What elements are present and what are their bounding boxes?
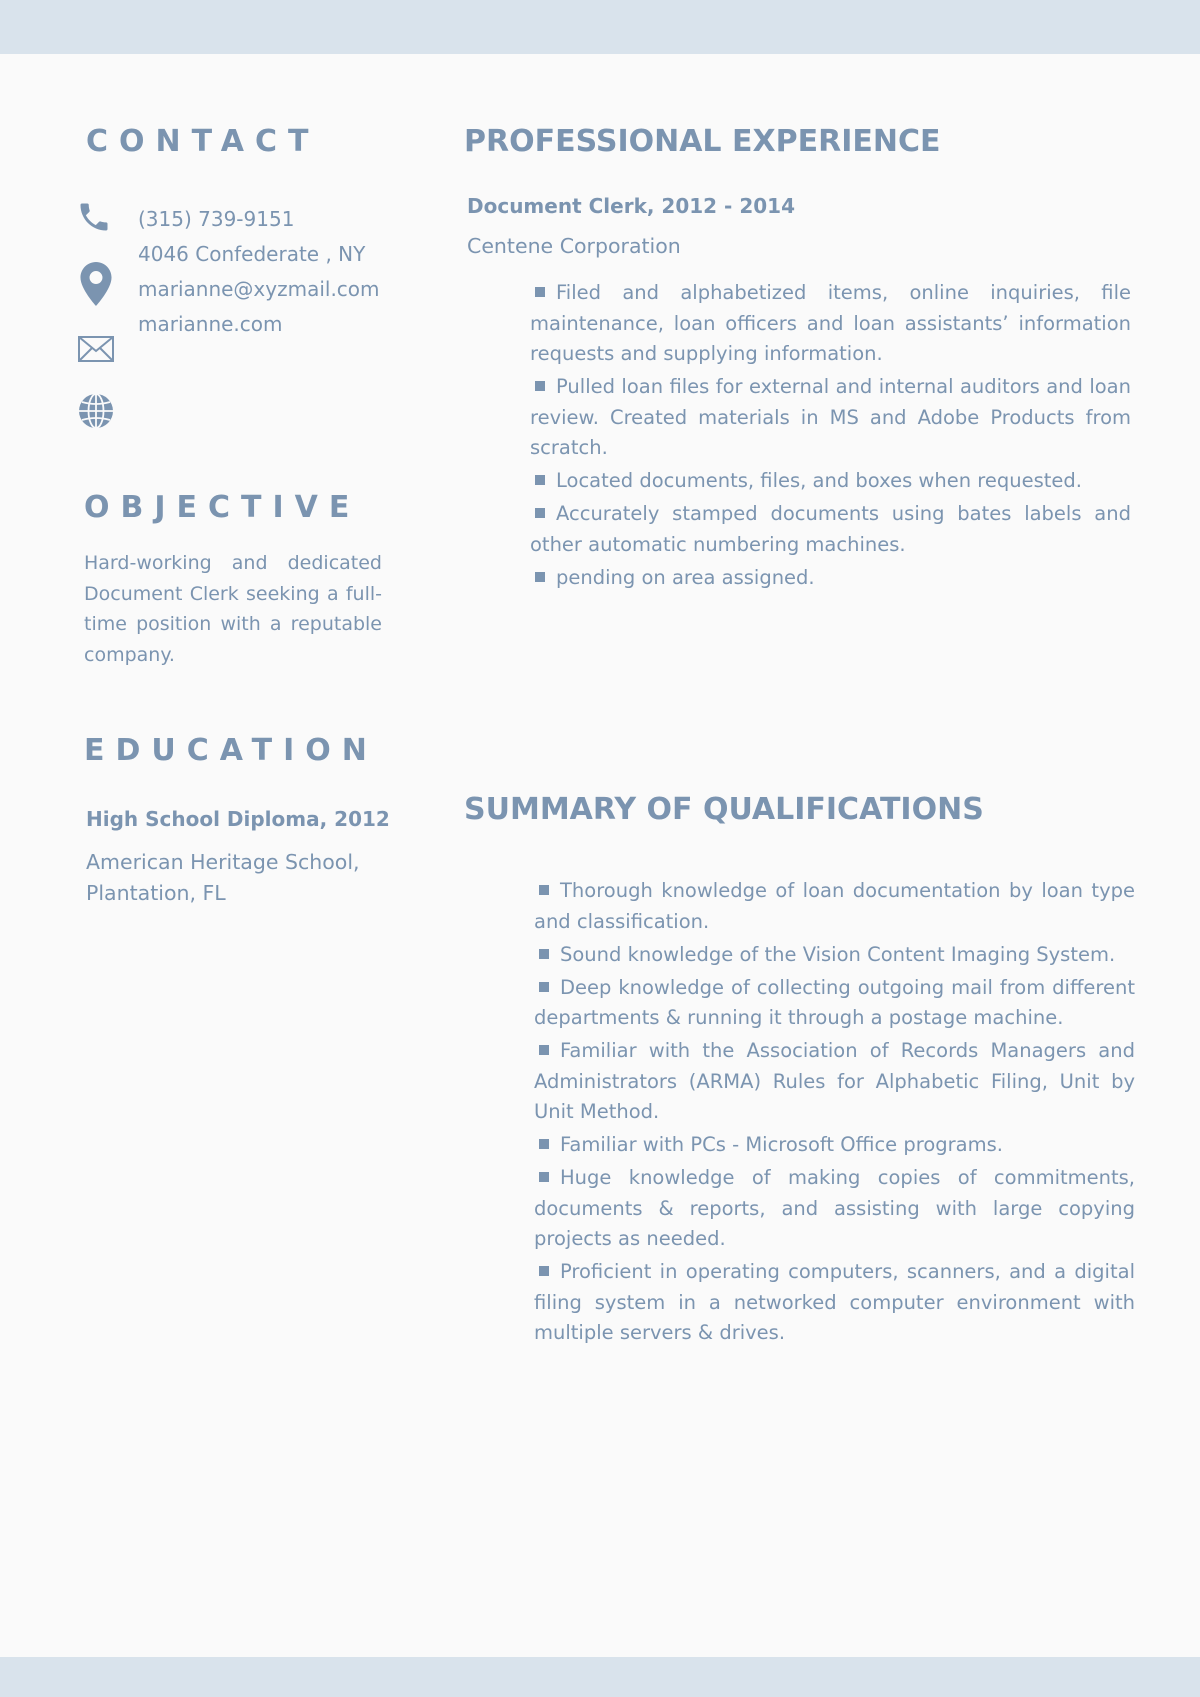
bullet-square-icon	[539, 982, 549, 992]
top-band	[0, 0, 1200, 54]
bullet-square-icon	[535, 572, 545, 582]
list-item: Huge knowledge of making copies of commitments, documents & reports, and assisting with large copying projects as needed.	[534, 1166, 1135, 1250]
globe-icon	[77, 392, 115, 430]
list-item: Thorough knowledge of loan documentation by loan type and classification.	[534, 879, 1135, 933]
bullet-square-icon	[539, 885, 549, 895]
bullet-square-icon	[539, 949, 549, 959]
experience-heading: PROFESSIONAL EXPERIENCE	[464, 124, 941, 159]
phone-icon	[76, 199, 112, 235]
bullet-square-icon	[539, 1172, 549, 1182]
education-heading: EDUCATION	[84, 733, 378, 768]
objective-heading: OBJECTIVE	[84, 490, 361, 525]
qualifications-heading: SUMMARY OF QUALIFICATIONS	[464, 792, 984, 827]
list-item: Accurately stamped documents using bates labels and other automatic numbering machines.	[530, 502, 1131, 556]
experience-bullets	[530, 278, 1131, 596]
objective-text: Hard-working and dedicated Document Clerk seeking a full-time position with a reputable company.	[84, 552, 382, 666]
education-school: American Heritage School, Plantation, FL	[86, 850, 360, 905]
list-item: Located documents, files, and boxes when requested.	[530, 466, 1131, 497]
job-company: Centene Corporation	[467, 234, 681, 258]
bottom-band	[0, 1657, 1200, 1697]
contact-details	[138, 202, 380, 342]
location-pin-icon	[80, 262, 112, 306]
bullet-square-icon	[539, 1045, 549, 1055]
list-item: Familiar with PCs - Microsoft Office programs.	[534, 1130, 1135, 1161]
bullet-square-icon	[535, 508, 545, 518]
qualifications-bullets	[534, 876, 1135, 1351]
education-degree: High School Diploma, 2012	[86, 807, 390, 831]
contact-heading: CONTACT	[86, 124, 320, 159]
bullet-square-icon	[539, 1139, 549, 1149]
job-title: Document Clerk, 2012 - 2014	[467, 194, 795, 218]
address-text: 4046 Confederate , NY	[138, 242, 366, 266]
bullet-square-icon	[539, 1266, 549, 1276]
bullet-square-icon	[535, 287, 545, 297]
list-item: Sound knowledge of the Vision Content Imaging System.	[534, 940, 1135, 971]
website-text: marianne.com	[138, 312, 283, 336]
bullet-square-icon	[535, 381, 545, 391]
list-item: pending on area assigned.	[530, 563, 1131, 594]
list-item: Deep knowledge of collecting outgoing mail from different departments & running it through a postage machine.	[534, 975, 1135, 1029]
phone-text: (315) 739-9151	[138, 207, 295, 231]
list-item: Filed and alphabetized items, online inquiries, file maintenance, loan officers and loan assistants’ information requests and supplying information.	[530, 281, 1131, 365]
email-text: marianne@xyzmail.com	[138, 277, 380, 301]
list-item: Proficient in operating computers, scanners, and a digital filing system in a networked computer environment with multiple servers & drives.	[534, 1260, 1135, 1344]
bullet-square-icon	[535, 475, 545, 485]
list-item: Familiar with the Association of Records Managers and Administrators (ARMA) Rules for Alphabetic Filing, Unit by Unit Method.	[534, 1039, 1135, 1123]
mail-icon	[78, 336, 114, 362]
list-item: Pulled loan files for external and internal auditors and loan review. Created materials in MS and Adobe Products from scratch.	[530, 375, 1131, 459]
